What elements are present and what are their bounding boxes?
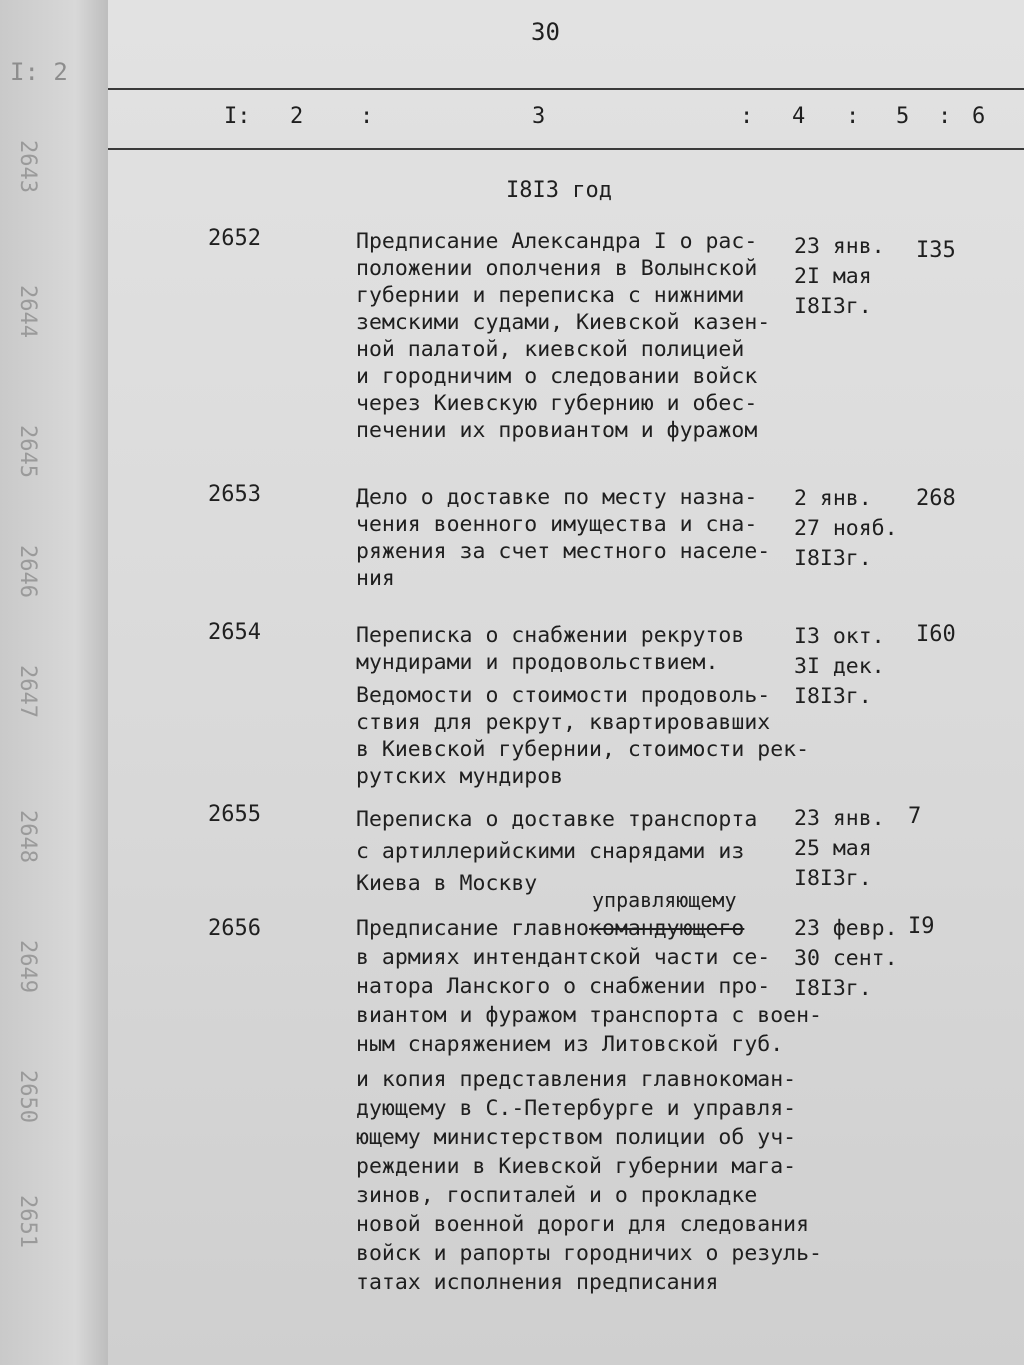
date-start: 23 янв.	[794, 234, 885, 259]
previous-page-edge	[0, 0, 110, 1365]
date-year: I8I3г.	[794, 866, 872, 891]
entry-dates	[794, 914, 898, 1004]
column-header-4: 4	[792, 104, 806, 129]
date-start: 23 янв.	[794, 806, 885, 831]
description-line: Дело о доставке по месту назна-	[356, 485, 758, 510]
column-separator: :	[846, 104, 860, 129]
entry-number: 2656	[208, 916, 261, 941]
entry-dates	[794, 484, 898, 574]
description-line: виантом и фуражом транспорта с воен-	[356, 1003, 822, 1028]
description-line: в армиях интендантской части се-	[356, 945, 771, 970]
date-end: 25 мая	[794, 836, 872, 861]
previous-page-margin-number: 2650	[15, 1070, 40, 1123]
entry-number: 2652	[208, 226, 261, 251]
column-header-1: I:	[224, 104, 251, 129]
description-line: реждении в Киевской губернии мага-	[356, 1154, 797, 1179]
previous-page-margin-number: 2645	[15, 425, 40, 478]
first-line-prefix: Предписание главно	[356, 916, 589, 941]
column-separator: :	[360, 104, 374, 129]
date-end: 30 сент.	[794, 946, 898, 971]
column-header-5: 5	[896, 104, 910, 129]
entry-description	[356, 228, 770, 444]
previous-page-header: I: 2	[10, 58, 68, 86]
description-line: ствия для рекрут, квартировавших	[356, 710, 771, 735]
description-line: мундирами и продовольствием.	[356, 650, 719, 675]
description-line: ния	[356, 566, 395, 591]
description-line: ряжения за счет местного населе-	[356, 539, 771, 564]
page-number: 30	[531, 18, 560, 46]
sheet-count: I9	[908, 914, 935, 939]
date-year: I8I3г.	[794, 546, 872, 571]
description-line: татах исполнения предписания	[356, 1270, 719, 1295]
entry-dates	[794, 804, 885, 894]
description-line: чения военного имущества и сна-	[356, 512, 758, 537]
entry-dates	[794, 622, 885, 712]
description-line: и копия представления главнокоман-	[356, 1067, 797, 1092]
description-line: печении их провиантом и фуражом	[356, 418, 758, 443]
description-line: через Киевскую губернию и обес-	[356, 391, 758, 416]
date-end: 3I дек.	[794, 654, 885, 679]
previous-page-margin-number: 2644	[15, 285, 40, 338]
entry-number: 2655	[208, 802, 261, 827]
description-line: рутских мундиров	[356, 764, 564, 789]
entry-number: 2653	[208, 482, 261, 507]
column-header-6: 6	[972, 104, 986, 129]
previous-page-margin-number: 2651	[15, 1195, 40, 1248]
date-end: 2I мая	[794, 264, 872, 289]
description-line: земскими судами, Киевской казен-	[356, 310, 771, 335]
previous-page-margin-number: 2643	[15, 140, 40, 193]
entry-description	[356, 622, 809, 790]
description-line: Ведомости о стоимости продоволь-	[356, 683, 771, 708]
header-rule-bottom	[108, 148, 1024, 150]
sheet-count: I60	[916, 622, 956, 647]
entry-description	[356, 804, 757, 900]
sheet-count: I35	[916, 238, 956, 263]
date-year: I8I3г.	[794, 976, 872, 1001]
year-heading: I8I3 год	[506, 178, 612, 203]
description-line: ной палатой, киевской полицией	[356, 337, 745, 362]
sheet-count: 7	[908, 804, 922, 829]
date-year: I8I3г.	[794, 684, 872, 709]
date-start: 23 февр.	[794, 916, 898, 941]
column-header-2: 2	[290, 104, 304, 129]
entry-description	[356, 484, 770, 592]
entry-dates	[794, 232, 885, 322]
column-header-3: 3	[532, 104, 546, 129]
description-line: Переписка о доставке транспорта	[356, 807, 758, 832]
description-line: в Киевской губернии, стоимости рек-	[356, 737, 810, 762]
description-line: дующему в С.-Петербурге и управля-	[356, 1096, 797, 1121]
struck-word: командующего	[589, 916, 745, 941]
document-page	[108, 0, 1024, 1365]
previous-page-margin-number: 2648	[15, 810, 40, 863]
date-start: I3 окт.	[794, 624, 885, 649]
description-line: ным снаряжением из Литовской губ.	[356, 1032, 784, 1057]
description-line: войск и рапорты городничих о резуль-	[356, 1241, 822, 1266]
entry-number: 2654	[208, 620, 261, 645]
sheet-count: 268	[916, 486, 956, 511]
description-line: положении ополчения в Волынской	[356, 256, 758, 281]
date-year: I8I3г.	[794, 294, 872, 319]
description-line: губернии и переписка с нижними	[356, 283, 745, 308]
description-line: натора Ланского о снабжении про-	[356, 974, 771, 999]
description-line: Переписка о снабжении рекрутов	[356, 623, 745, 648]
column-separator: :	[740, 104, 754, 129]
description-line: Киева в Москву	[356, 871, 538, 896]
description-line: новой военной дороги для следования	[356, 1212, 810, 1237]
previous-page-margin-number: 2647	[15, 665, 40, 718]
description-line: зинов, госпиталей и о прокладке	[356, 1183, 758, 1208]
header-rule-top	[108, 88, 1024, 90]
description-line: Предписание Александра I о рас-	[356, 229, 758, 254]
description-line: ющему министерством полиции об уч-	[356, 1125, 797, 1150]
column-separator: :	[938, 104, 952, 129]
previous-page-margin-number: 2646	[15, 545, 40, 598]
description-line: и городничим о следовании войск	[356, 364, 758, 389]
description-line: с артиллерийскими снарядами из	[356, 839, 745, 864]
description-line-first	[356, 914, 822, 943]
inserted-correction: управляющему	[592, 888, 737, 912]
previous-page-margin-number: 2649	[15, 940, 40, 993]
entry-description	[356, 914, 822, 1297]
date-start: 2 янв.	[794, 486, 872, 511]
date-end: 27 нояб.	[794, 516, 898, 541]
